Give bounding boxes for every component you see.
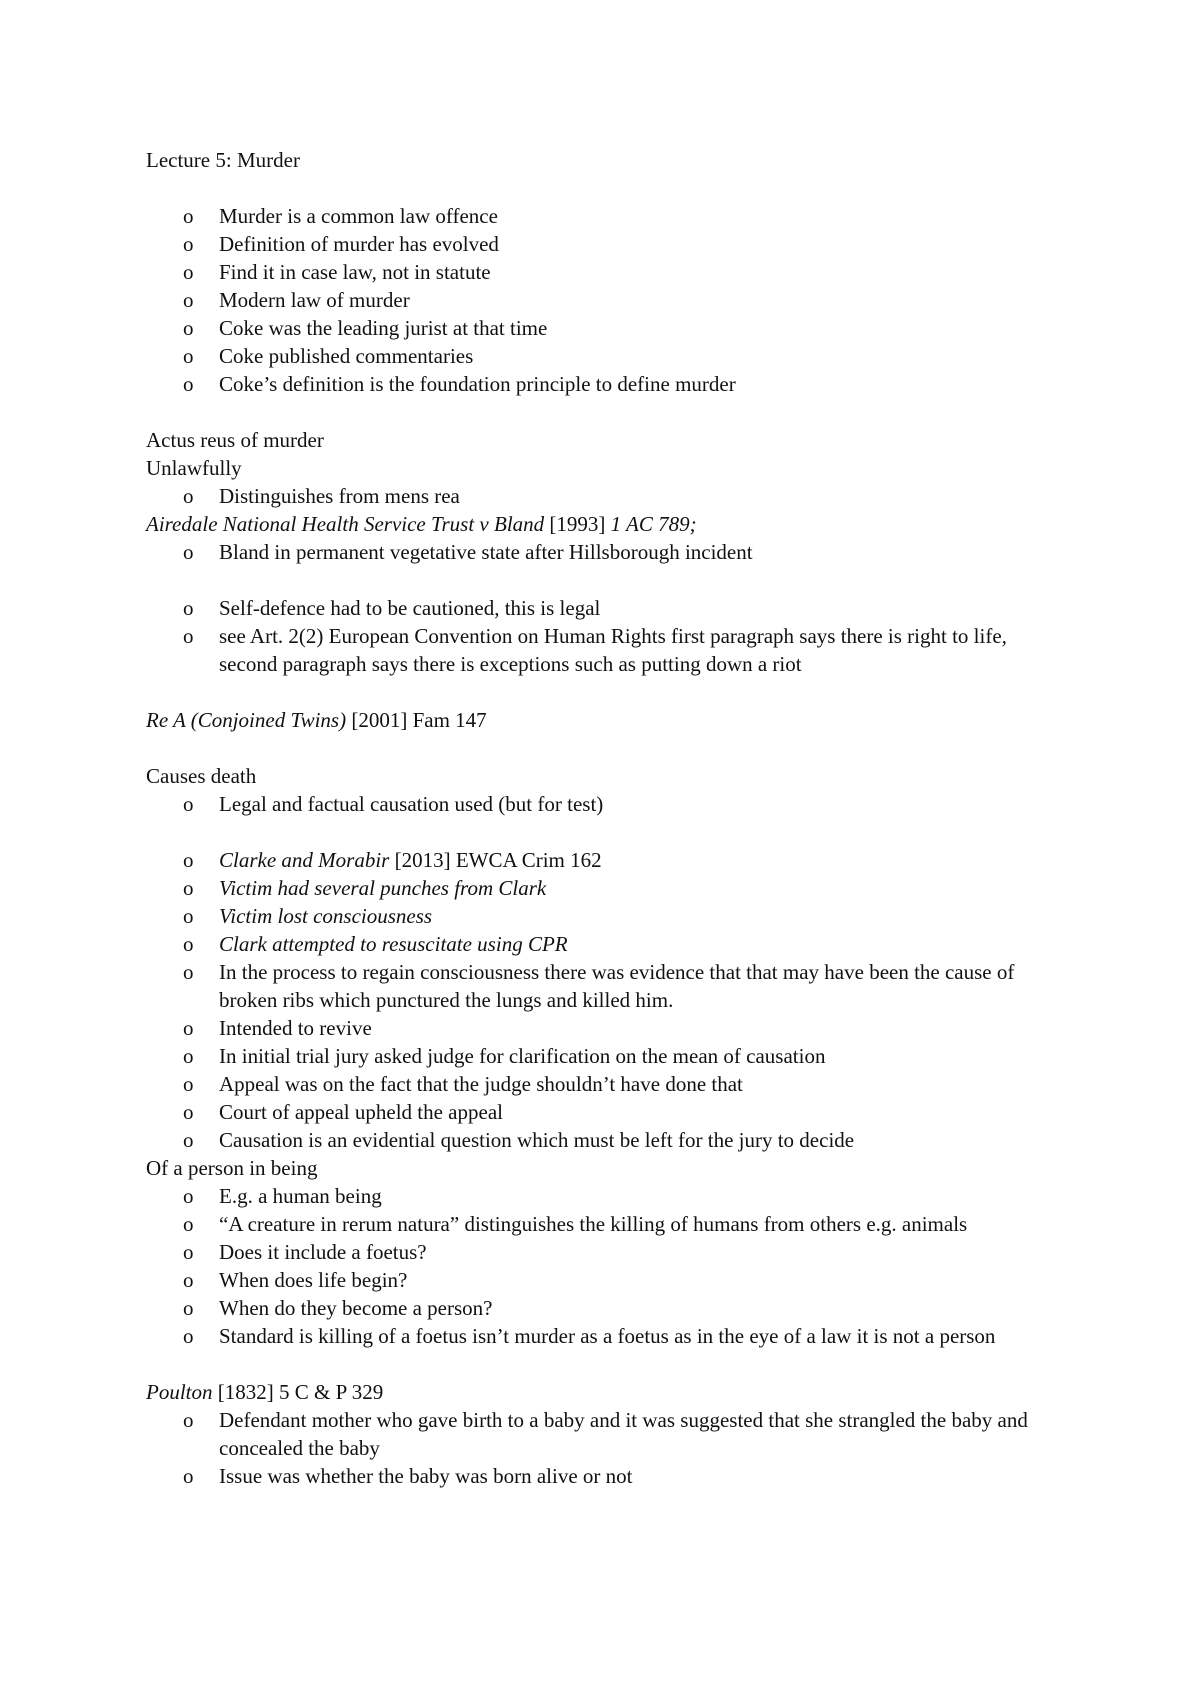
list-item: o When does life begin? (183, 1268, 408, 1292)
list-item: o Distinguishes from mens rea (183, 484, 460, 508)
case-citation-bland (146, 510, 1066, 538)
case-citation: [2001] Fam 147 (351, 708, 487, 732)
list-item: o Coke published commentaries (183, 344, 474, 368)
list-item: o In the process to regain consciousness there was evidence that that may have been the cause of broken ribs which punctured the lungs and killed him. (183, 960, 1015, 1012)
list-item: o Does it include a foetus? (183, 1240, 427, 1264)
list-item: o Defendant mother who gave birth to a baby and it was suggested that she strangled the baby and concealed the baby (183, 1408, 1028, 1460)
list-item: o Intended to revive (183, 1016, 372, 1040)
list-item: o Modern law of murder (183, 288, 410, 312)
unlawfully-bullet-list (146, 482, 1066, 510)
list-item: o Clarke and Morabir [2013] EWCA Crim 162 (183, 848, 602, 872)
list-item: o Victim lost consciousness (183, 904, 433, 928)
list-item: o Coke was the leading jurist at that time (183, 316, 548, 340)
list-item: o In initial trial jury asked judge for clarification on the mean of causation (183, 1044, 826, 1068)
case-citation: [1832] 5 C & P 329 (217, 1380, 384, 1404)
list-item: o Murder is a common law offence (183, 204, 498, 228)
case-name: Airedale National Health Service Trust v Bland (146, 512, 545, 536)
poulton-bullet-list (146, 1406, 1066, 1490)
causation-bullet-list (146, 790, 1066, 818)
list-item: o Court of appeal upheld the appeal (183, 1100, 503, 1124)
list-item: o Clark attempted to resuscitate using CPR (183, 932, 568, 956)
list-item: o Causation is an evidential question which must be left for the jury to decide (183, 1128, 855, 1152)
list-item: o When do they become a person? (183, 1296, 493, 1320)
list-item: o Victim had several punches from Clark (183, 876, 547, 900)
list-item: o E.g. a human being (183, 1184, 382, 1208)
self-defence-bullet-list (146, 594, 1066, 678)
list-item: o Appeal was on the fact that the judge shouldn’t have done that (183, 1072, 743, 1096)
list-item: o Standard is killing of a foetus isn’t murder as a foetus as in the eye of a law it is not a person (183, 1324, 996, 1348)
list-item: o Find it in case law, not in statute (183, 260, 491, 284)
list-item: o see Art. 2(2) European Convention on Human Rights first paragraph says there is right to life, second paragraph says there is exceptions such as putting down a riot (183, 624, 1007, 676)
case-report: 1 AC 789; (610, 512, 697, 536)
document-body (146, 146, 1066, 1490)
case-citation-conjoined-twins (146, 706, 1066, 734)
case-name: Poulton (146, 1380, 213, 1404)
case-citation: [2013] EWCA Crim 162 (394, 848, 602, 872)
case-name: Re A (Conjoined Twins) (146, 708, 347, 732)
case-year: [1993] (549, 512, 606, 536)
list-item: o Legal and factual causation used (but for test) (183, 792, 604, 816)
list-item: o Definition of murder has evolved (183, 232, 499, 256)
intro-bullet-list (146, 202, 1066, 398)
page-title: Lecture 5: Murder (146, 148, 300, 172)
clarke-bullet-list (146, 846, 1066, 1154)
list-item: o Issue was whether the baby was born alive or not (183, 1464, 633, 1488)
person-bullet-list (146, 1182, 1066, 1350)
case-name: Clarke and Morabir (219, 848, 390, 872)
subheading-unlawfully: Unlawfully (146, 456, 242, 480)
section-heading-person-in-being: Of a person in being (146, 1156, 318, 1180)
bland-bullet-list (146, 538, 1066, 566)
list-item: o “A creature in rerum natura” distinguishes the killing of humans from others e.g. animals (183, 1212, 968, 1236)
case-citation-poulton (146, 1378, 1066, 1406)
section-heading-actus-reus: Actus reus of murder (146, 428, 324, 452)
list-item: o Bland in permanent vegetative state after Hillsborough incident (183, 540, 753, 564)
list-item: o Self-defence had to be cautioned, this is legal (183, 596, 601, 620)
list-item: o Coke’s definition is the foundation principle to define murder (183, 372, 736, 396)
section-heading-causes-death: Causes death (146, 764, 257, 788)
